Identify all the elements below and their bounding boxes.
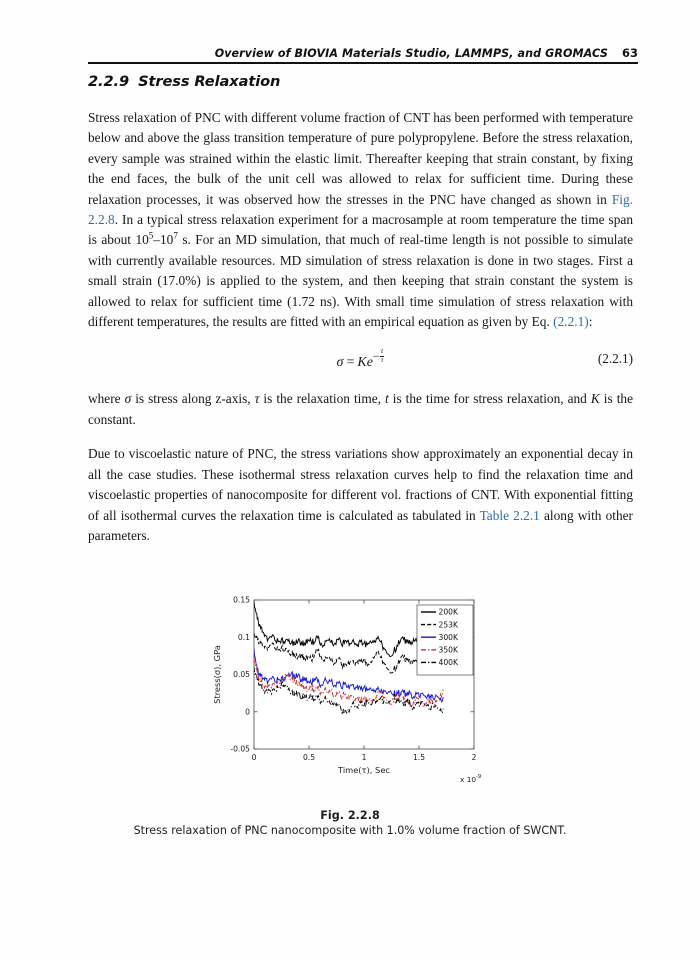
running-title: Overview of BIOVIA Materials Studio, LAMMPS, and GROMACS xyxy=(214,47,608,60)
paragraph-1 xyxy=(88,108,633,332)
x-tick-label: 1 xyxy=(361,753,367,762)
equation-exponent xyxy=(373,348,385,364)
p1-text-c: –10 xyxy=(153,232,174,248)
p1-text-e: : xyxy=(588,314,593,330)
p2-symbol-tau: τ xyxy=(254,391,260,407)
legend-label-200K: 200K xyxy=(438,607,458,617)
figure-cross-reference-link[interactable]: Fig. 2.2.8 xyxy=(88,191,633,228)
legend-label-350K: 350K xyxy=(438,645,458,655)
y-tick-label: 0.15 xyxy=(233,595,250,605)
running-head xyxy=(88,40,638,60)
y-tick-label: 0 xyxy=(245,707,250,717)
legend-label-253K: 253K xyxy=(438,620,458,630)
figure-caption xyxy=(0,809,700,837)
chart-svg xyxy=(206,586,494,804)
paragraph-3 xyxy=(88,444,633,546)
p1-exponent-7: 7 xyxy=(173,231,178,241)
equation-row xyxy=(88,346,633,376)
p3-text-a: Due to viscoelastic nature of PNC, the stress variations show approximately an exponential decay in all the case studies. These isothermal stress relaxation curves help to find the relaxation time and viscoelastic properties of nanocomposite for different vol. fractions of CNT. With exponential fitting of all isothermal curves the relaxation time is calculated as tabulated in xyxy=(88,446,633,523)
section-number: 2.2.9 xyxy=(88,73,130,90)
section-heading xyxy=(88,73,280,90)
equation-cross-reference-link[interactable]: (2.2.1) xyxy=(553,314,589,330)
p2-text-d: is the time for stress relaxation, and xyxy=(388,391,591,407)
x-axis-multiplier-exponent: -9 xyxy=(476,774,482,780)
p2-symbol-t: t xyxy=(385,391,389,407)
table-cross-reference-link[interactable]: Table 2.2.1 xyxy=(479,507,540,523)
figure-caption-text: Stress relaxation of PNC nanocomposite with 1.0% volume fraction of SWCNT. xyxy=(133,824,567,837)
body-column xyxy=(88,108,633,546)
p2-symbol-sigma: σ xyxy=(124,391,132,407)
p2-symbol-K: K xyxy=(590,391,600,407)
equation-K: K xyxy=(357,355,367,371)
x-axis-label: Time(τ), Sec xyxy=(338,765,390,775)
equation-number: (2.2.1) xyxy=(597,351,633,367)
p2-text-c: is the relaxation time, xyxy=(259,391,386,407)
p1-exponent-5: 5 xyxy=(148,231,154,241)
stress-relaxation-chart xyxy=(206,586,494,804)
x-tick-label: 2 xyxy=(471,753,477,762)
equation-fraction-denominator: τ xyxy=(380,355,384,364)
section-title: Stress Relaxation xyxy=(138,73,281,90)
page-number: 63 xyxy=(621,46,638,60)
paragraph-2 xyxy=(88,389,633,430)
y-tick-label: 0.05 xyxy=(233,670,250,680)
figure-block xyxy=(0,586,700,837)
p2-text-e: is the constant. xyxy=(88,391,633,427)
equation-body xyxy=(88,348,633,371)
y-axis-label: Stress(σ), GPa xyxy=(212,645,222,704)
y-tick-label: -0.05 xyxy=(230,744,250,754)
equation-minus: − xyxy=(372,351,380,364)
p3-text-b: along with other parameters. xyxy=(88,507,633,543)
p1-text-a: Stress relaxation of PNC with different volume fraction of CNT has been performed with temperature below and above the glass transition temperature of pure polypropylene. Before the stress relaxation, every sample was strained within the elastic limit. Thereafter keeping that strain constant, by fixing the end faces, the bulk of the unit cell was allowed to relax for sufficient time. During these relaxation processes, it was observed how the stresses in the PNC have changed as shown in xyxy=(88,110,633,207)
equation-equals: = xyxy=(346,355,355,371)
equation-fraction xyxy=(380,348,385,364)
equation-fraction-numerator: t xyxy=(381,347,384,356)
x-tick-label: 0.5 xyxy=(302,753,316,762)
equation-sigma: σ xyxy=(336,355,344,371)
p1-text-d: s. For an MD simulation, that much of real-time length is not possible to simulate with currently available resources. MD simulation of stress relaxation is done in two stages. First a small strain (17.0%) is applied to the system, and then keeping that strain constant the system is allowed to relax for sufficient time (1.72 ns). With small time simulation of stress relaxation with different temperatures, the results are fitted with an empirical equation as given by Eq. xyxy=(88,232,634,330)
x-axis-multiplier: x 10 xyxy=(460,775,477,784)
legend-label-400K: 400K xyxy=(438,658,458,668)
equation-e: e xyxy=(366,355,373,371)
header-rule xyxy=(88,62,638,64)
figure-label: Fig. 2.2.8 xyxy=(320,809,380,822)
y-tick-label: 0.1 xyxy=(237,632,250,642)
p2-text-a: where xyxy=(88,391,125,407)
legend-label-300K: 300K xyxy=(438,632,458,642)
x-tick-label: 1.5 xyxy=(412,753,426,762)
p2-text-b: is stress along z-axis, xyxy=(131,391,255,407)
p1-text-b: . In a typical stress relaxation experiment for a macrosample at room temperature the time span is about 10 xyxy=(88,212,633,248)
x-tick-label: 0 xyxy=(251,753,257,762)
